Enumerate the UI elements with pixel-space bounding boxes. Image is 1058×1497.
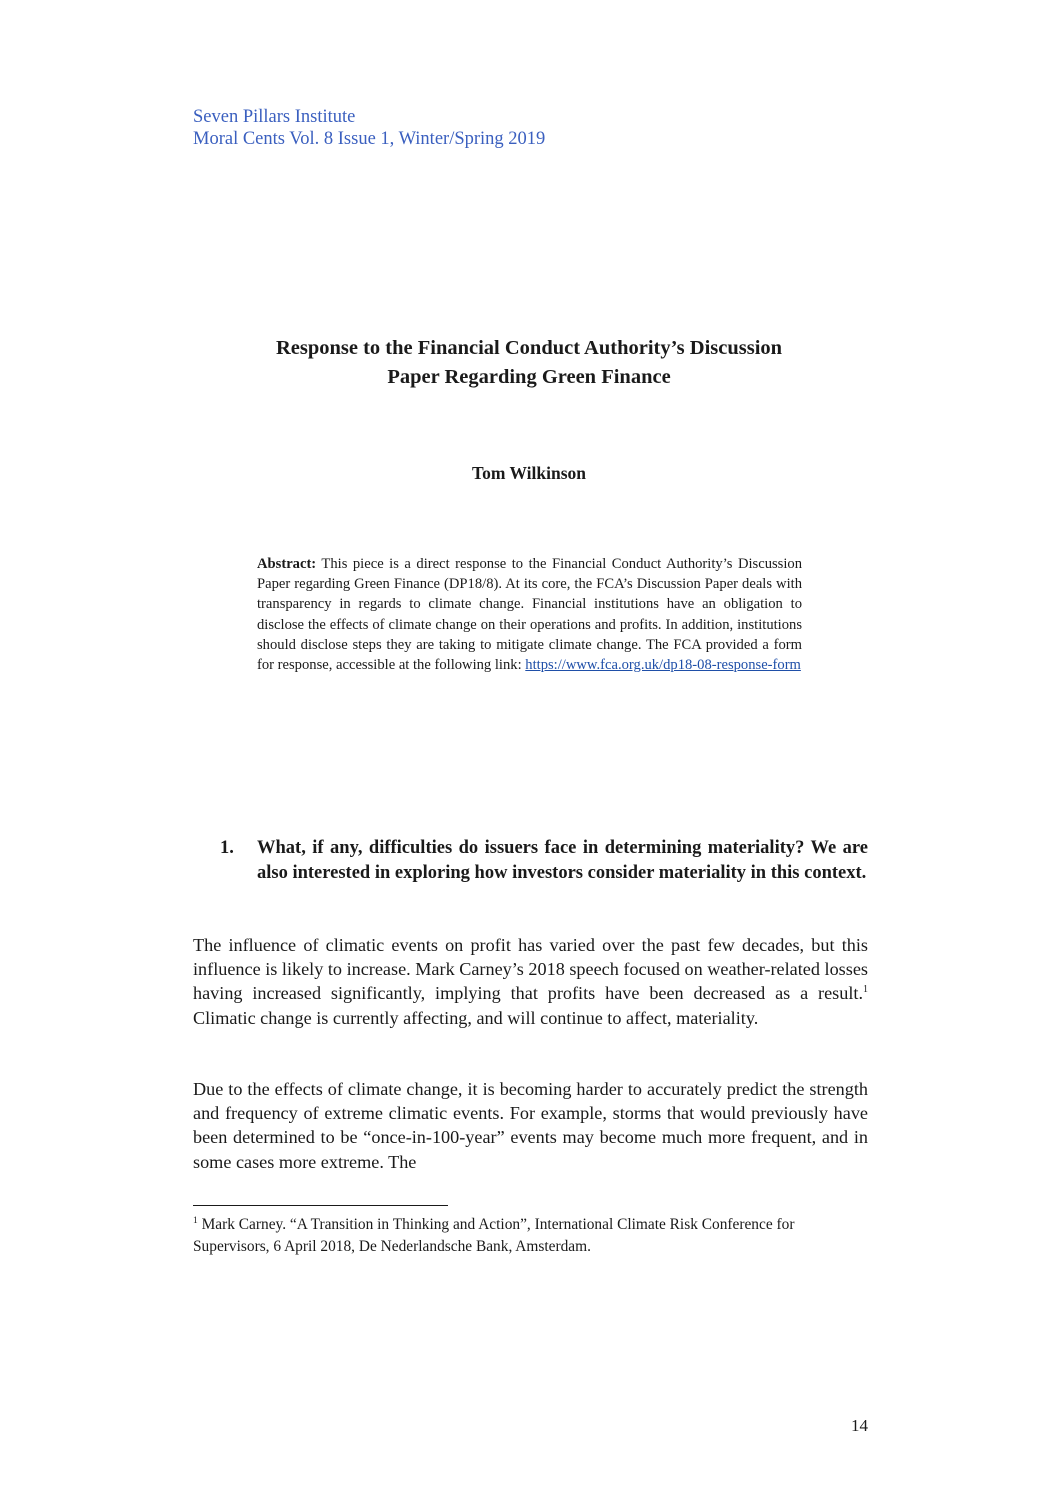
question-number: 1. [220,838,234,858]
footnote-number: 1 [193,1215,198,1226]
page-number: 14 [851,1416,868,1435]
author-name: Tom Wilkinson [472,463,586,483]
paragraph-1-text: The influence of climatic events on profit has varied over the past few decades, but this influence is likely to increase. Mark Carney’s 2018 speech focused on weather-related losses having increased significantly, implying that profits have been decreased as a result. [193,935,868,1004]
footnote-divider [193,1205,448,1206]
abstract-label: Abstract: [257,556,317,572]
response-form-link[interactable]: https://www.fca.org.uk/dp18-08-response-form [525,657,801,674]
title-line-1: Response to the Financial Conduct Authority’s Discussion [275,337,783,359]
footnote [193,1214,868,1258]
body-paragraph-1 [193,933,868,1030]
question-text: What, if any, difficulties do issuers face in determining materiality? We are also interested in exploring how investors consider materiality in this context. [257,838,868,883]
issue-info: Moral Cents Vol. 8 Issue 1, Winter/Spring 2019 [193,129,546,149]
institute-name: Seven Pillars Institute [193,107,356,127]
abstract-text: This piece is a direct response to the Financial Conduct Authority’s Discussion Paper regarding Green Finance (DP18/8). At its core, the FCA’s Discussion Paper deals with transparency in regards to climate change. Financial institutions have an obligation to disclose the effects of climate change on their operations and profits. In addition, institutions should disclose steps they are taking to mitigate climate change. The FCA provided a form for response, accessible at the following link: [257,556,802,674]
footnote-reference[interactable]: 1 [863,984,868,996]
body-paragraph-2: Due to the effects of climate change, it is becoming harder to accurately predict the strength and frequency of extreme climatic events. For example, storms that would previously have been determined to be “once-in-100-year” events may become much more frequent, and in some cases more extreme. The [193,1079,868,1172]
question-1 [220,836,868,885]
paragraph-1-continuation: Climatic change is currently affecting, and will continue to affect, materiality. [193,1007,759,1028]
journal-header [193,106,545,150]
footnote-text: Mark Carney. “A Transition in Thinking and Action”, International Climate Risk Conference for Supervisors, 6 April 2018, De Nederlandsche Bank, Amsterdam. [193,1216,795,1255]
title-line-2: Paper Regarding Green Finance [387,366,671,388]
abstract [257,554,802,675]
article-title [150,334,908,392]
